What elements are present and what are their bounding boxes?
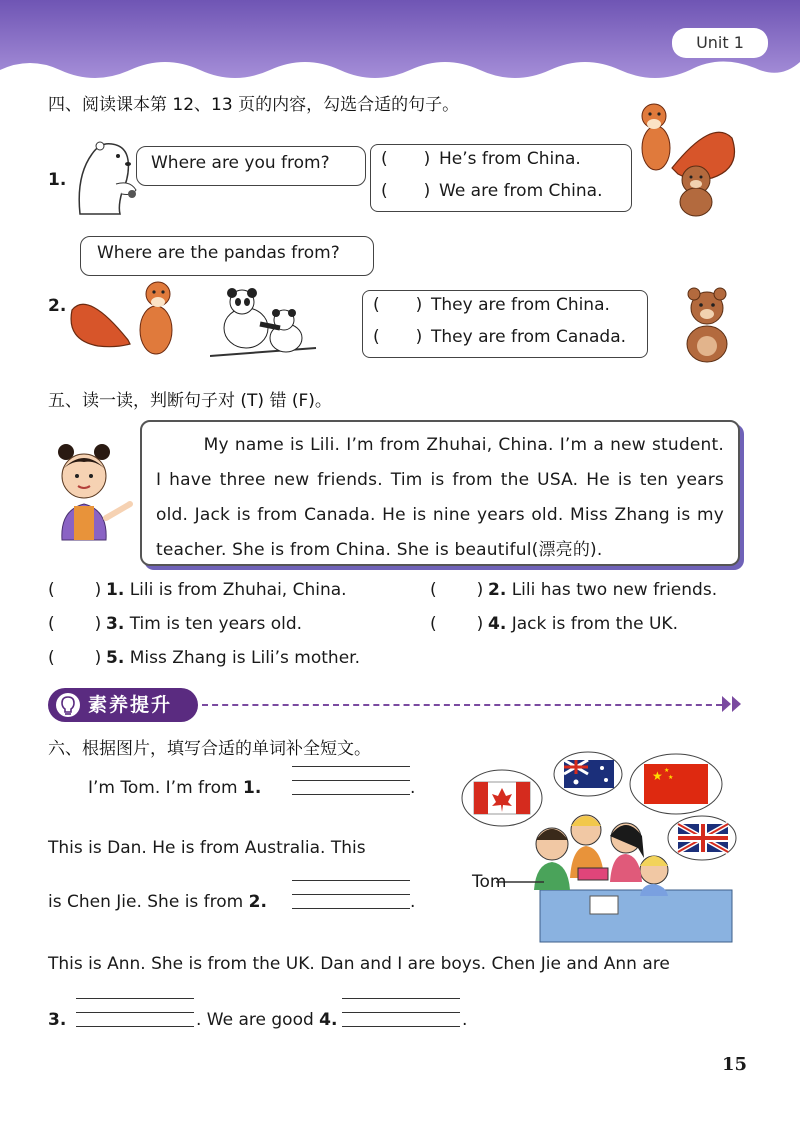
q1-option-1[interactable]: ( ) He’s from China. [381,149,581,169]
reading-passage-text: My name is Lili. I’m from Zhuhai, China. I’m a new student. I have three new friends. Tim is from the USA. He is ten years old. Jack is from Canada. He is nine years old. Miss Zhang is my teacher. She is from China. She is beautiful(漂亮的). [156,435,724,560]
svg-text:★: ★ [664,767,670,774]
q1-options-box [370,144,632,212]
q2-option-1[interactable]: ( ) They are from China. [373,295,610,315]
literacy-badge [48,688,198,722]
tf-item-3: ( ) 3. Tim is ten years old. [48,614,303,634]
fill-line-1: I’m Tom. I’m from 1. [88,778,262,798]
svg-text:★: ★ [668,774,674,781]
tf-item-1-answer-blank[interactable]: ( ) [48,580,102,600]
q2-question-bubble [80,236,374,276]
fill-line-3: is Chen Jie. She is from 2. [48,892,267,912]
blank-2[interactable] [292,880,412,920]
section-4-title: 四、阅读课本第 12、13 页的内容，勾选合适的句子。 [48,95,460,115]
tf-item-5: ( ) 5. Miss Zhang is Lili’s mother. [48,648,360,668]
kids-flags-illustration [460,748,750,948]
badge-label: 素养提升 [88,694,173,716]
reading-passage-box [140,420,740,566]
unit-label: Unit 1 [672,28,768,58]
tf-item-2: ( ) 2. Lili has two new friends. [430,580,718,600]
girl-lili-illustration [46,440,138,542]
period-4: . [462,1010,468,1030]
q2-question-text: Where are the pandas from? [97,243,340,263]
squirrel-and-bear-illustration [632,98,742,220]
tf-item-5-answer-blank[interactable]: ( ) [48,648,102,668]
pandas-illustration [210,288,318,362]
blank-4[interactable] [342,998,462,1038]
blank-1[interactable] [292,766,412,806]
bear-illustration [672,286,742,366]
section-6-title: 六、根据图片，填写合适的单词补全短文。 [48,739,371,759]
tf-item-4-answer-blank[interactable]: ( ) [430,614,484,634]
q2-option-2[interactable]: ( ) They are from Canada. [373,327,627,347]
tf-item-3-answer-blank[interactable]: ( ) [48,614,102,634]
tf-item-2-answer-blank[interactable]: ( ) [430,580,484,600]
q2-number: 2. [48,296,67,316]
fill-line-5: . We are good 4. [196,1010,338,1030]
squirrel-illustration [68,280,190,362]
tom-label: Tom [472,872,507,892]
fill-line-2: This is Dan. He is from Australia. This [48,838,366,858]
lightbulb-icon [54,692,82,718]
period-1: . [410,778,416,798]
tf-item-1: ( ) 1. Lili is from Zhuhai, China. [48,580,347,600]
q1-option-2[interactable]: ( ) We are from China. [381,181,603,201]
fill-line-4: This is Ann. She is from the UK. Dan and I are boys. Chen Jie and Ann are [48,954,670,974]
tf-item-4: ( ) 4. Jack is from the UK. [430,614,678,634]
section-5-title: 五、读一读，判断句子对 (T) 错 (F)。 [48,391,332,411]
svg-text:★: ★ [652,769,663,783]
section-divider [202,704,722,706]
polar-bear-illustration [70,136,140,216]
fill-number-3: 3. [48,1010,67,1030]
q2-options-box [362,290,648,358]
page-number: 15 [722,1054,748,1075]
q1-number: 1. [48,170,67,190]
q1-question-text: Where are you from? [151,153,330,173]
double-arrow-icon [722,696,744,712]
period-2: . [410,892,416,912]
blank-3[interactable] [76,998,196,1038]
q1-question-bubble [136,146,366,186]
